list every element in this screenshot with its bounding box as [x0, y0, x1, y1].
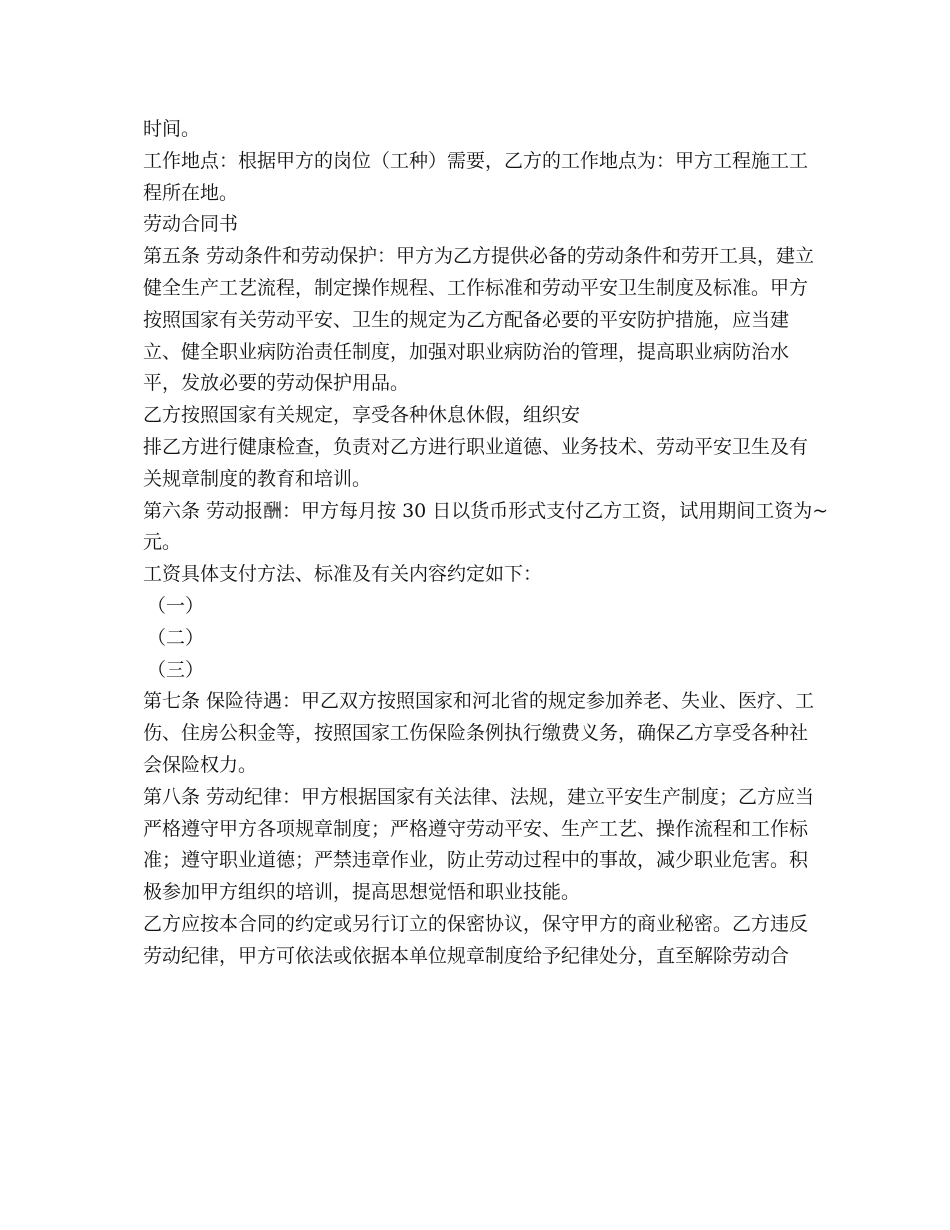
- text-line: 伤、住房公积金等，按照国家工伤保险条例执行缴费义务，确保乙方享受各种社: [143, 722, 809, 745]
- text-line: 劳动纪律，甲方可依法或依据本单位规章制度给予纪律处分，直至解除劳动合: [143, 944, 790, 967]
- text-line: 极参加甲方组织的培训，提高思想觉悟和职业技能。: [143, 881, 581, 904]
- text-line: 程所在地。: [143, 181, 239, 204]
- text-line: 时间。: [143, 118, 201, 140]
- document-body: [143, 114, 829, 973]
- text-line: 第八条 劳动纪律：甲方根据国家有关法律、法规，建立平安生产制度；乙方应当: [143, 785, 815, 808]
- text-line: 准；遵守职业道德；严禁违章作业，防止劳动过程中的事故，减少职业危害。积: [143, 849, 809, 872]
- text-line: 第六条 劳动报酬：甲方每月按 30 日以货币形式支付乙方工资，试用期间工资为~: [143, 499, 829, 522]
- text-line: 严格遵守甲方各项规章制度；严格遵守劳动平安、生产工艺、操作流程和工作标: [143, 817, 809, 840]
- text-line: 第五条 劳动条件和劳动保护：甲方为乙方提供必备的劳动条件和劳开工具，建立: [143, 245, 815, 268]
- text-line: 关规章制度的教育和培训。: [143, 467, 372, 490]
- text-line: 元。: [143, 531, 182, 554]
- text-line: 劳动合同书: [143, 213, 239, 236]
- text-line: 工作地点：根据甲方的岗位（工种）需要，乙方的工作地点为：甲方工程施工工: [143, 149, 809, 172]
- text-line: 按照国家有关劳动平安、卫生的规定为乙方配备必要的平安防护措施，应当建: [143, 308, 790, 331]
- text-line: 工资具体支付方法、标准及有关内容约定如下：: [143, 563, 543, 586]
- text-line: 平，发放必要的劳动保护用品。: [143, 372, 410, 395]
- list-item: （一）: [147, 594, 205, 617]
- text-line: 第七条 保险待遇：甲乙双方按照国家和河北省的规定参加养老、失业、医疗、工: [143, 690, 815, 713]
- text-line: 乙方应按本合同的约定或另行订立的保密协议，保守甲方的商业秘密。乙方违反: [143, 912, 809, 935]
- list-item: （二）: [147, 626, 205, 649]
- text-line: 排乙方进行健康检查，负责对乙方进行职业道德、业务技术、劳动平安卫生及有: [143, 435, 809, 458]
- list-item: （三）: [147, 658, 205, 681]
- text-line: 乙方按照国家有关规定，享受各种休息休假，组织安: [143, 404, 581, 427]
- text-line: 会保险权力。: [143, 753, 258, 776]
- text-line: 健全生产工艺流程，制定操作规程、工作标准和劳动平安卫生制度及标准。甲方: [143, 276, 809, 299]
- text-line: 立、健全职业病防治责任制度，加强对职业病防治的管理，提高职业病防治水: [143, 340, 790, 363]
